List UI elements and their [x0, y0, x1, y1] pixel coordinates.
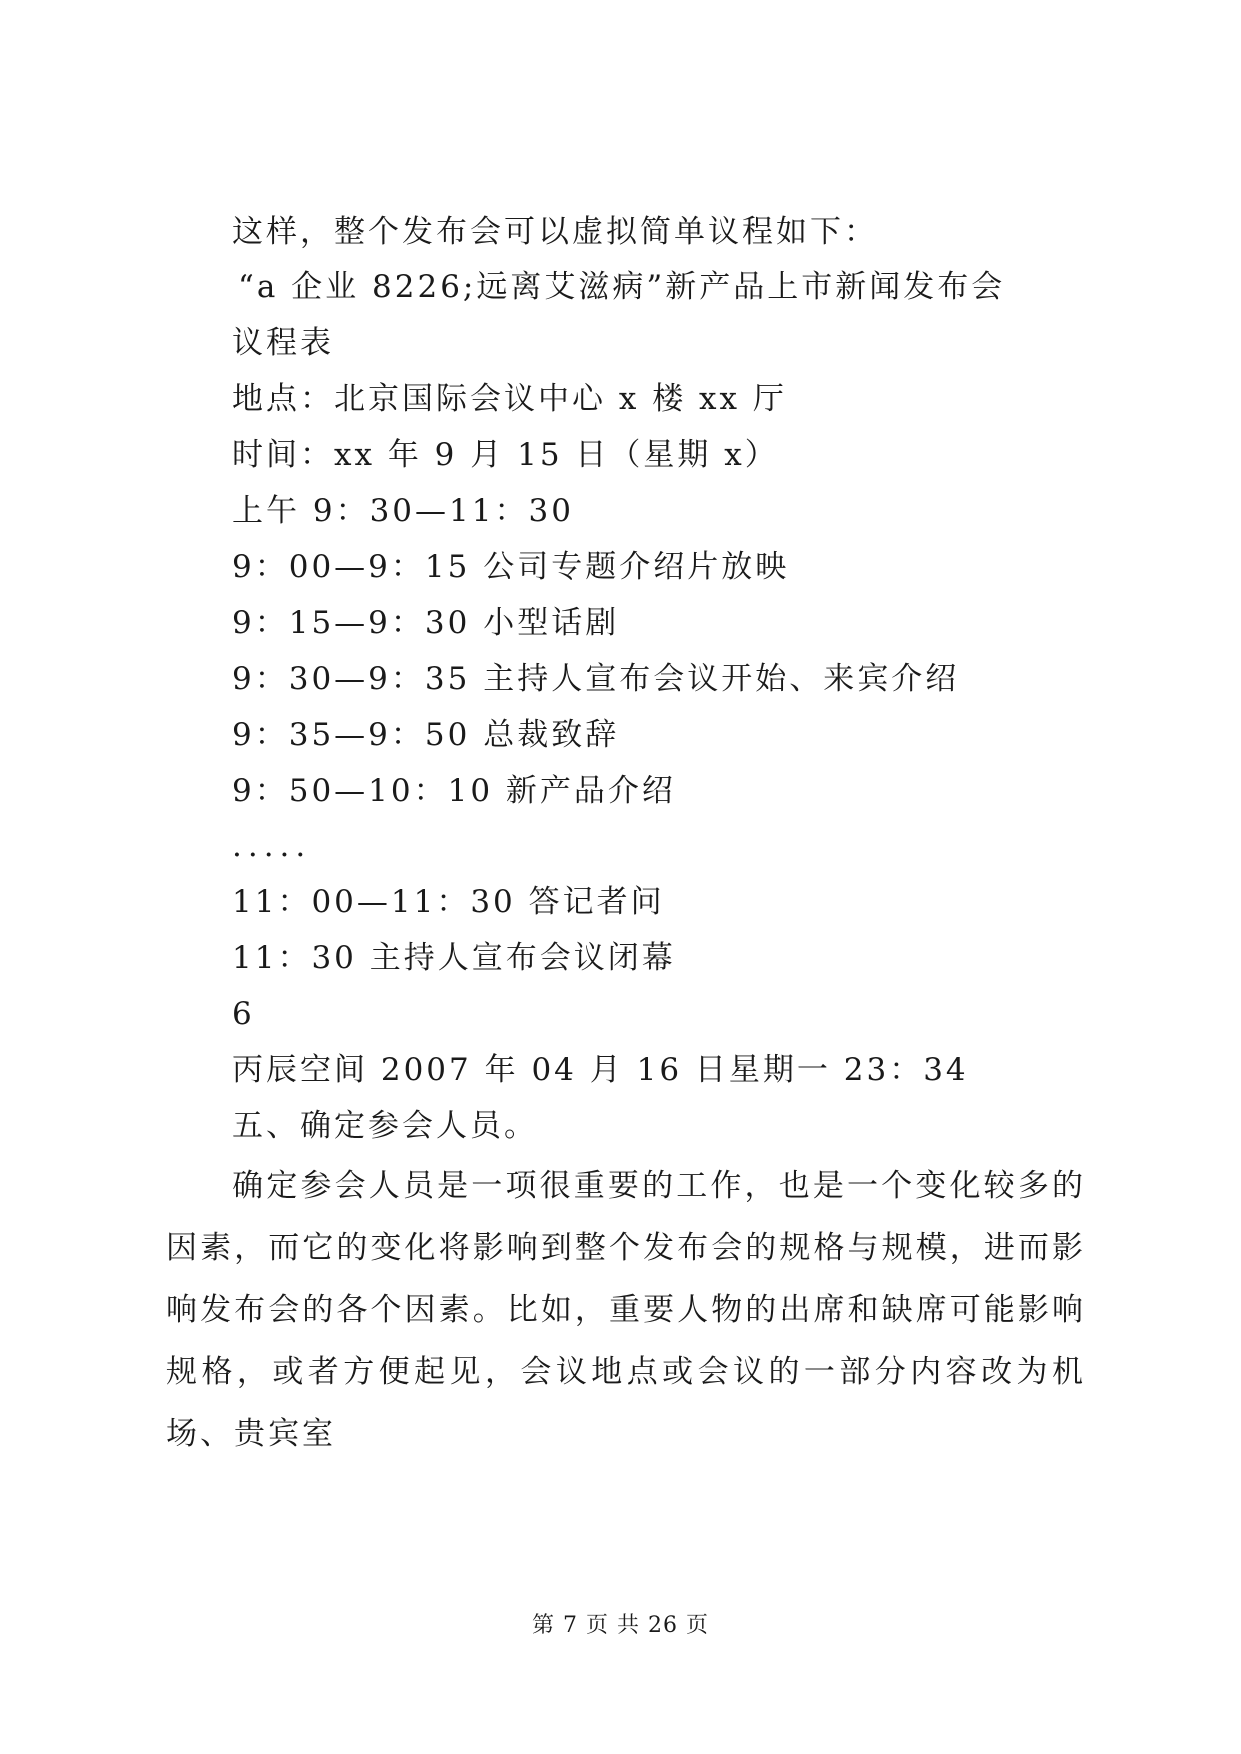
timestamp-line: 丙辰空间 2007 年 04 月 16 日星期一 23：34 [232, 1052, 969, 1088]
date-line: 时间：xx 年 9 月 15 日（星期 x） [232, 437, 779, 473]
agenda-item: 9：35—9：50 总裁致辞 [232, 717, 620, 753]
paragraph-text: 确定参会人员是一项很重要的工作，也是一个变化较多的因素，而它的变化将影响到整个发布会的规格与规模，进而影响发布会的各个因素。比如，重要人物的出席和缺席可能影响规格，或者方便起见，会议地点或会议的一部分内容改为机场、贵宾室 [166, 1168, 1086, 1452]
agenda-item: 11：30 主持人宣布会议闭幕 [232, 940, 676, 976]
time-range-line: 上午 9：30—11：30 [232, 493, 574, 529]
agenda-item: 9：15—9：30 小型话剧 [232, 605, 620, 641]
text-line: 6 [232, 996, 255, 1032]
page-footer: 第 7 页 共 26 页 [532, 1613, 709, 1638]
body-paragraph [166, 1155, 1086, 1465]
agenda-item: 9：50—10：10 新产品介绍 [232, 773, 676, 809]
ellipsis-line: ..... [232, 828, 312, 864]
agenda-item: 9：00—9：15 公司专题介绍片放映 [232, 549, 790, 585]
text-line: 这样，整个发布会可以虚拟简单议程如下： [232, 214, 878, 250]
section-heading: 五、确定参会人员。 [232, 1108, 538, 1144]
agenda-heading: 议程表 [232, 325, 334, 361]
agenda-item: 11：00—11：30 答记者问 [232, 884, 665, 920]
location-line: 地点：北京国际会议中心 x 楼 xx 厅 [232, 381, 787, 417]
agenda-item: 9：30—9：35 主持人宣布会议开始、来宾介绍 [232, 661, 960, 697]
event-title: “a 企业 8226;远离艾滋病”新产品上市新闻发布会 [238, 269, 1006, 305]
